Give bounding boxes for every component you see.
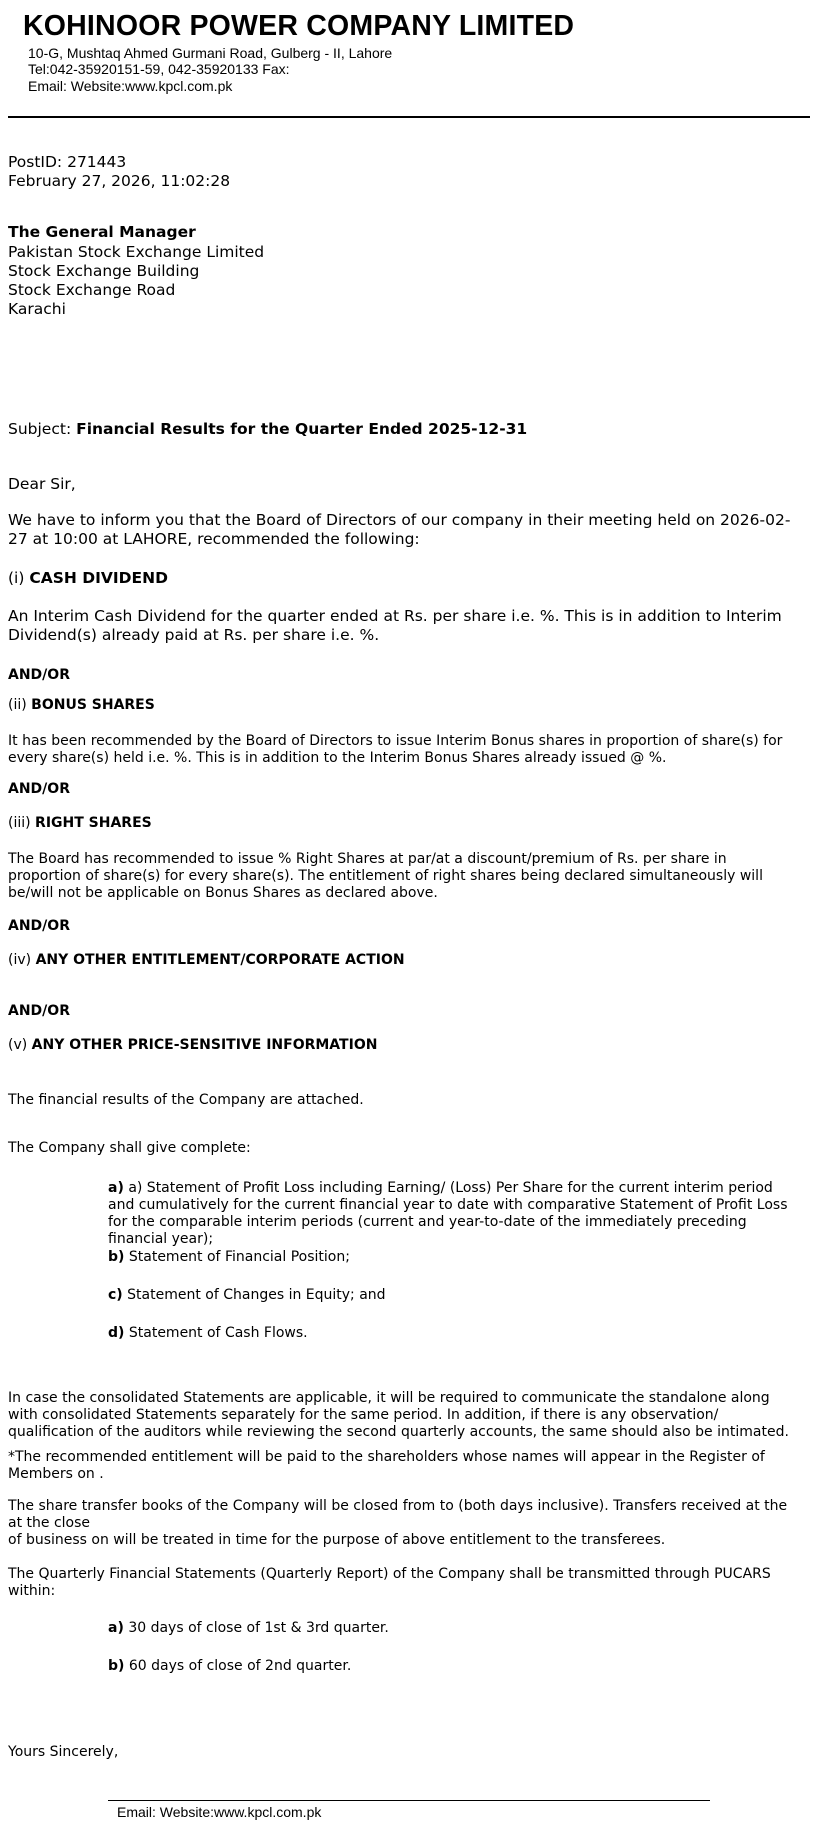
statement-item [108, 1249, 798, 1266]
bonus-shares-text: It has been recommended by the Board of Directors to issue Interim Bonus shares in proportion of share(s) for every share(s) held i.e. %. This is in addition to the Interim Bonus Shares already issued @ %. [8, 733, 783, 766]
and-or-separator: AND/OR [8, 1003, 70, 1019]
post-datetime: February 27, 2026, 11:02:28 [8, 172, 231, 190]
letterhead-divider [8, 116, 810, 118]
item-key: b) [108, 1658, 125, 1674]
entitlement-paragraph: *The recommended entitlement will be paid to the shareholders whose names will appear in the Register of Members on . [8, 1449, 765, 1482]
section-number: (v) [8, 1037, 28, 1053]
statement-item [108, 1180, 798, 1248]
company-name: KOHINOOR POWER COMPANY LIMITED [23, 10, 575, 42]
section-title: BONUS SHARES [31, 697, 155, 713]
subject-text: Financial Results for the Quarter Ended 2025-12-31 [76, 420, 528, 438]
statement-item [108, 1325, 798, 1342]
statement-item [108, 1287, 798, 1304]
item-key: c) [108, 1287, 123, 1303]
cash-dividend-text: An Interim Cash Dividend for the quarter ended at Rs. per share i.e. %. This is in addition to Interim Dividend(s) already paid at Rs. per share i.e. %. [8, 607, 782, 644]
salutation: Dear Sir, [8, 475, 76, 493]
post-id: PostID: 271443 [8, 153, 127, 171]
company-email: Email: Website:www.kpcl.com.pk [28, 78, 233, 94]
recipient-title: The General Manager [8, 223, 196, 241]
section-bonus-shares-heading [8, 697, 155, 714]
closing-text: Yours Sincerely, [8, 1744, 119, 1760]
section-title: CASH DIVIDEND [29, 569, 168, 587]
transfer-books-line: The share transfer books of the Company will be closed from to (both days inclusive). Transfers received at the [8, 1498, 788, 1514]
item-text: a) Statement of Profit Loss including Earning/ (Loss) Per Share for the current interim period and cumulatively for the current financial year to date with comparative Statement of Profit Loss for the comparable interim periods (current and year-to-date of the immediately preceding financial year); [108, 1180, 788, 1247]
section-number: (i) [8, 569, 25, 587]
shall-give-text: The Company shall give complete: [8, 1140, 251, 1156]
section-title: RIGHT SHARES [35, 815, 152, 831]
intro-paragraph: We have to inform you that the Board of Directors of our company in their meeting held on 2026-02-27 at 10:00 at LAHORE, recommended the following: [8, 511, 791, 548]
item-key: a) [108, 1180, 124, 1196]
section-title: ANY OTHER PRICE-SENSITIVE INFORMATION [31, 1037, 378, 1053]
and-or-separator: AND/OR [8, 918, 70, 934]
footer-divider [108, 1800, 710, 1801]
deadline-item [108, 1620, 798, 1637]
deadline-item [108, 1658, 798, 1675]
pucars-paragraph: The Quarterly Financial Statements (Quarterly Report) of the Company shall be transmitted through PUCARS within: [8, 1566, 771, 1599]
section-title: ANY OTHER ENTITLEMENT/CORPORATE ACTION [35, 952, 405, 968]
section-number: (iii) [8, 815, 31, 831]
item-key: d) [108, 1325, 125, 1341]
transfer-books-line: at the close [8, 1515, 91, 1531]
and-or-separator: AND/OR [8, 667, 70, 683]
footer-email: Email: Website:www.kpcl.com.pk [117, 1804, 322, 1820]
company-address: 10-G, Mushtaq Ahmed Gurmani Road, Gulberg - II, Lahore [28, 45, 393, 61]
section-right-shares-heading [8, 815, 152, 832]
section-price-sensitive-heading [8, 1037, 377, 1054]
recipient-line: Stock Exchange Building [8, 262, 200, 280]
recipient-line: Karachi [8, 300, 66, 318]
item-text: 60 days of close of 2nd quarter. [128, 1658, 352, 1674]
item-text: 30 days of close of 1st & 3rd quarter. [128, 1620, 389, 1636]
results-attached-text: The financial results of the Company are attached. [8, 1092, 364, 1108]
item-text: Statement of Cash Flows. [128, 1325, 308, 1341]
item-text: Statement of Financial Position; [128, 1249, 350, 1265]
right-shares-text: The Board has recommended to issue % Right Shares at par/at a discount/premium of Rs. per share in proportion of share(s) for every share(s). The entitlement of right shares being declared simultaneously will be/will not be applicable on Bonus Shares as declared above. [8, 851, 763, 901]
section-other-entitlement-heading [8, 952, 405, 969]
subject-label: Subject: [8, 420, 72, 438]
transfer-books-line: of business on will be treated in time for the purpose of above entitlement to the transferees. [8, 1532, 666, 1548]
subject-line [8, 420, 527, 439]
recipient-line: Pakistan Stock Exchange Limited [8, 243, 265, 261]
item-key: a) [108, 1620, 124, 1636]
company-phone: Tel:042-35920151-59, 042-35920133 Fax: [28, 61, 290, 77]
section-cash-dividend-heading [8, 569, 168, 588]
consolidated-paragraph: In case the consolidated Statements are applicable, it will be required to communicate the standalone along with consolidated Statements separately for the same period. In addition, if there is any observation/ qualification of the auditors while reviewing the second quarterly accounts, the same should also be intimated. [8, 1390, 789, 1440]
section-number: (ii) [8, 697, 27, 713]
section-number: (iv) [8, 952, 32, 968]
and-or-separator: AND/OR [8, 781, 70, 797]
item-text: Statement of Changes in Equity; and [127, 1287, 386, 1303]
item-key: b) [108, 1249, 125, 1265]
recipient-line: Stock Exchange Road [8, 281, 176, 299]
